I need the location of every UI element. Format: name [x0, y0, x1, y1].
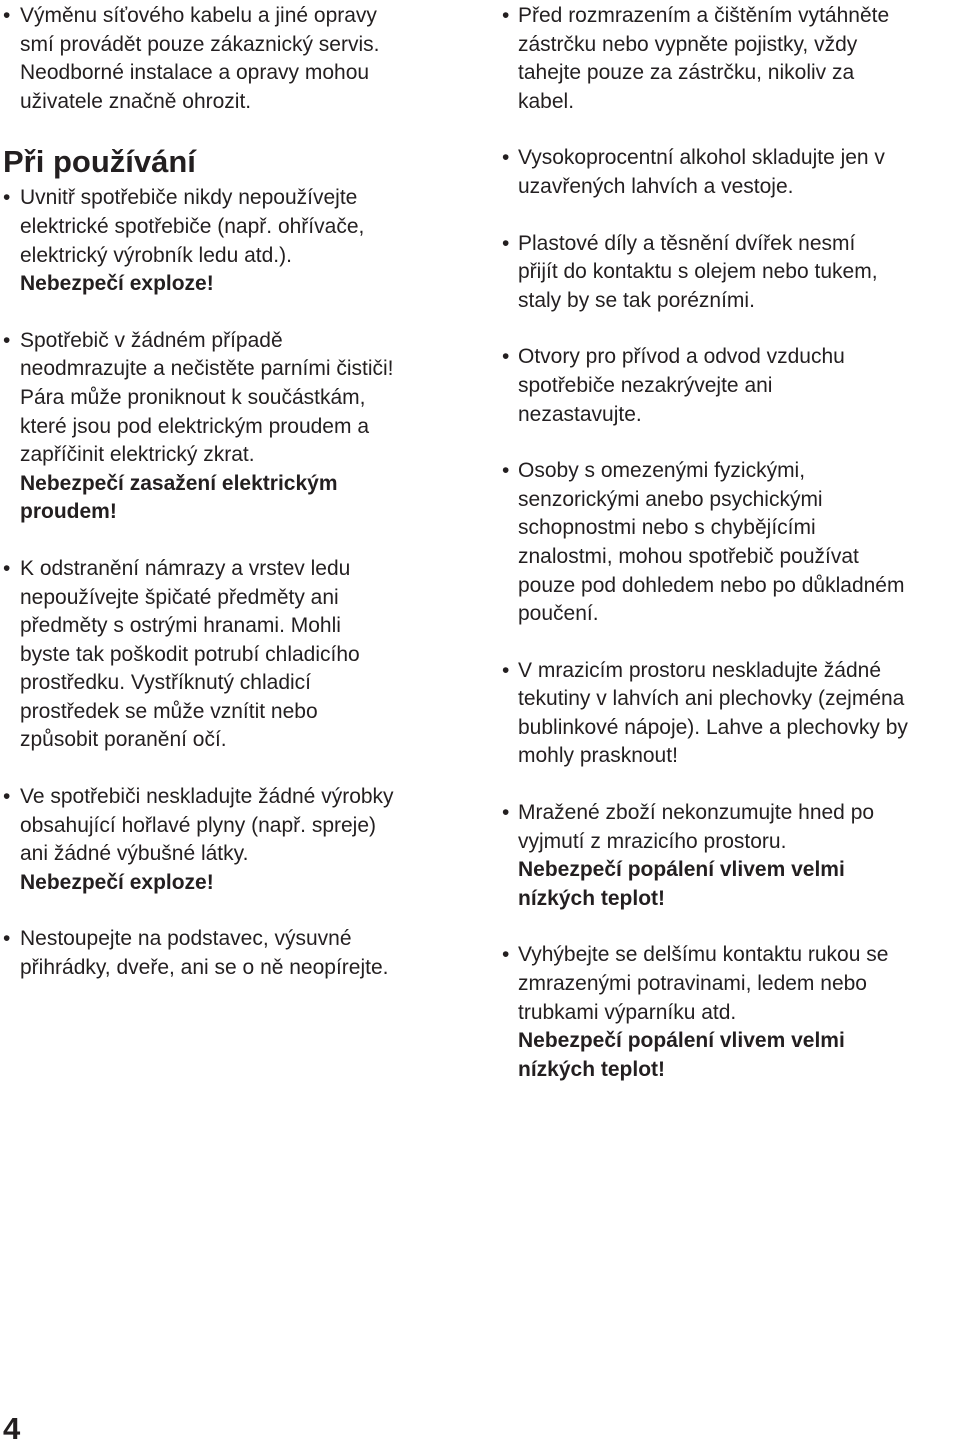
bullet: •	[502, 146, 510, 170]
item-line: tekutiny v lahvích ani plechovky (zejména	[518, 687, 905, 711]
item-line: mohly prasknout!	[518, 744, 678, 768]
item-line: Pára může proniknout k součástkám,	[20, 385, 366, 409]
bullet: •	[3, 556, 11, 580]
bullet: •	[502, 658, 510, 682]
left-column	[0, 0, 470, 1011]
item-line: přihrádky, dveře, ani se o ně neopírejte.	[20, 956, 389, 980]
item-line: vyjmutí z mrazicího prostoru.	[518, 829, 787, 853]
bullet: •	[502, 459, 510, 483]
item-line: Ve spotřebiči neskladujte žádné výrobky	[20, 785, 394, 809]
bullet: •	[3, 927, 11, 951]
item-line: způsobit poranění očí.	[20, 728, 227, 752]
warning-line: Nebezpečí popálení vlivem velmi	[518, 858, 845, 882]
item-line: nezastavujte.	[518, 402, 642, 426]
warning-line: Nebezpečí zasažení elektrickým	[20, 471, 338, 495]
list-item	[500, 657, 960, 771]
item-line: znalostmi, mohou spotřebič používat	[518, 544, 859, 568]
right-item-list	[500, 2, 960, 1084]
item-line: Vyhýbejte se delšímu kontaktu rukou se	[518, 943, 889, 967]
warning-line: Nebezpečí exploze!	[20, 272, 214, 296]
item-line: uživatele značně ohrozit.	[20, 89, 252, 113]
bullet: •	[502, 943, 510, 967]
item-line: staly by se tak porézními.	[518, 288, 755, 312]
page-number: 4	[3, 1411, 21, 1446]
item-line: zástrčku nebo vypněte pojistky, vždy	[518, 32, 858, 56]
item-line: tahejte pouze za zástrčku, nikoliv za	[518, 61, 855, 85]
list-item	[0, 925, 470, 982]
bullet: •	[502, 231, 510, 255]
item-line: zmrazenými potravinami, ledem nebo	[518, 972, 867, 996]
list-item	[500, 144, 960, 201]
list-item	[0, 184, 470, 298]
item-line: Plastové díly a těsnění dvířek nesmí	[518, 231, 856, 255]
item-line: ani žádné výbušné látky.	[20, 842, 249, 866]
warning-line: nízkých teplot!	[518, 1057, 666, 1081]
item-line: Výměnu síťového kabelu a jiné opravy	[20, 4, 377, 27]
list-item	[0, 2, 470, 116]
warning-line: Nebezpečí exploze!	[20, 870, 214, 894]
item-line: V mrazicím prostoru neskladujte žádné	[518, 658, 881, 682]
item-line: prostředku. Vystříknutý chladicí	[20, 671, 312, 695]
list-item	[500, 230, 960, 316]
item-line: Osoby s omezenými fyzickými,	[518, 459, 806, 483]
item-line: kabel.	[518, 89, 575, 113]
right-column	[500, 0, 960, 1112]
warning-line: Nebezpečí popálení vlivem velmi	[518, 1029, 845, 1053]
item-line: K odstranění námrazy a vrstev ledu	[20, 556, 351, 580]
bullet: •	[502, 801, 510, 825]
item-line: uzavřených lahvích a vestoje.	[518, 174, 794, 198]
item-line: nepoužívejte špičaté předměty ani	[20, 585, 339, 609]
item-line: bublinkové nápoje). Lahve a plechovky by	[518, 715, 908, 739]
item-line: byste tak poškodit potrubí chladicího	[20, 642, 360, 666]
bullet: •	[3, 328, 11, 352]
item-line: Vysokoprocentní alkohol skladujte jen v	[518, 146, 885, 170]
item-line: Neodborné instalace a opravy mohou	[20, 61, 370, 85]
item-line: poučení.	[518, 602, 599, 626]
item-line: Nestoupejte na podstavec, výsuvné	[20, 927, 352, 951]
bullet: •	[502, 4, 510, 27]
bullet: •	[3, 785, 11, 809]
section-heading: Při používání	[3, 144, 196, 180]
item-line: pouze pod dohledem nebo po důkladném	[518, 573, 905, 597]
item-line: elektrický výrobník ledu atd.).	[20, 243, 292, 267]
list-item	[0, 783, 470, 897]
item-line: obsahující hořlavé plyny (např. spreje)	[20, 813, 377, 837]
item-line: elektrické spotřebiče (např. ohřívače,	[20, 214, 365, 238]
list-item	[0, 327, 470, 527]
bullet: •	[3, 186, 11, 210]
item-line: neodmrazujte a nečistěte parními čističi!	[20, 357, 394, 381]
item-line: prostředek se může vznítit nebo	[20, 699, 318, 723]
item-line: schopnostmi nebo s chybějícími	[518, 516, 816, 540]
list-item	[500, 343, 960, 429]
bullet: •	[3, 4, 11, 27]
item-line: přijít do kontaktu s olejem nebo tukem,	[518, 260, 878, 284]
item-line: Před rozmrazením a čištěním vytáhněte	[518, 4, 890, 27]
item-line: Uvnitř spotřebiče nikdy nepoužívejte	[20, 186, 358, 210]
item-line: senzorickými anebo psychickými	[518, 487, 823, 511]
item-line: Spotřebič v žádném případě	[20, 328, 283, 352]
item-line: předměty s ostrými hranami. Mohli	[20, 614, 341, 638]
list-item	[500, 457, 960, 629]
list-item	[500, 799, 960, 913]
item-line: které jsou pod elektrickým proudem a	[20, 414, 369, 438]
left-item-list	[0, 184, 470, 982]
bullet: •	[502, 345, 510, 369]
warning-line: proudem!	[20, 500, 117, 524]
list-item	[500, 941, 960, 1084]
item-line: trubkami výparníku atd.	[518, 1000, 737, 1024]
intro-item-container	[0, 0, 470, 116]
item-line: Mražené zboží nekonzumujte hned po	[518, 801, 875, 825]
item-line: Otvory pro přívod a odvod vzduchu	[518, 345, 845, 369]
list-item	[0, 555, 470, 755]
warning-line: nízkých teplot!	[518, 886, 666, 910]
item-line: smí provádět pouze zákaznický servis.	[20, 32, 380, 56]
item-line: zapříčinit elektrický zkrat.	[20, 443, 255, 467]
list-item	[500, 2, 960, 116]
item-line: spotřebiče nezakrývejte ani	[518, 373, 773, 397]
